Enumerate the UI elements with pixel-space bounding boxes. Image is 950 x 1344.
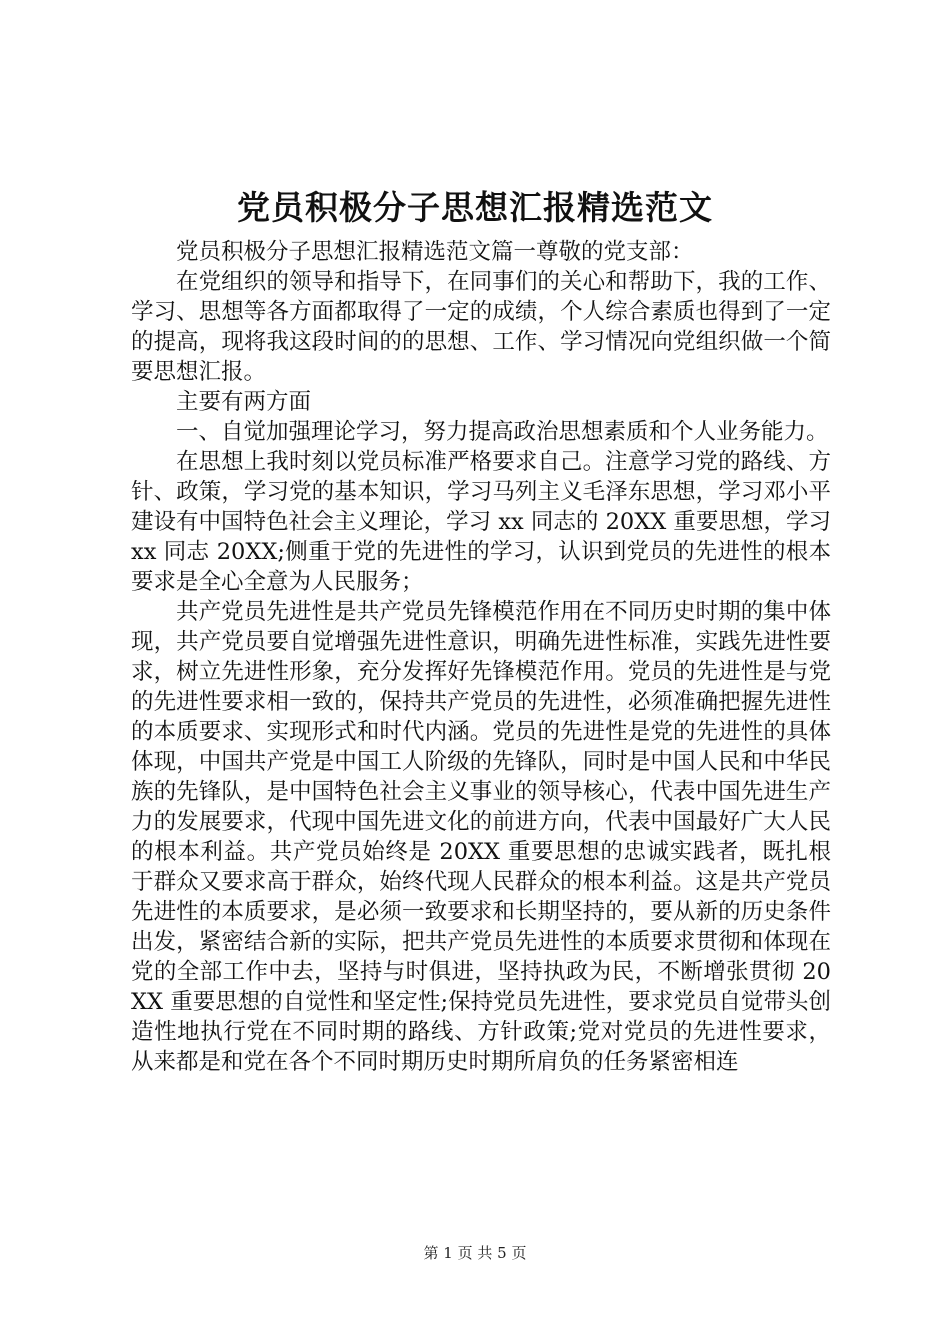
- page-footer: 第 1 页 共 5 页: [423, 1244, 527, 1262]
- document-body: [131, 237, 831, 1077]
- document-title: 党员积极分子思想汇报精选范文: [237, 188, 713, 227]
- paragraph-party-advancement: 共产党员先进性是共产党员先锋模范作用在不同历史时期的集中体现，共产党员要自觉增强先进性意识，明确先进性标准，实践先进性要求，树立先进性形象，充分发挥好先锋模范作用。党员的先进性是与党的先进性要求相一致的，保持共产党员的先进性，必须准确把握先进性的本质要求、实现形式和时代内涵。党员的先进性是党的先进性的具体体现，中国共产党是中国工人阶级的先锋队，同时是中国人民和中华民族的先锋队，是中国特色社会主义事业的领导核心，代表中国先进生产力的发展要求，代现中国先进文化的前进方向，代表中国最好广大人民的根本利益。共产党员始终是 20XX 重要思想的忠诚实践者，既扎根于群众又要求高于群众，始终代现人民群众的根本利益。这是共产党员先进性的本质要求，是必须一致要求和长期坚持的，要从新的历史条件出发，紧密结合新的实际，把共产党员先进性的本质要求贯彻和体现在党的全部工作中去，坚持与时俱进，坚持执政为民，不断增张贯彻 20XX 重要思想的自觉性和坚定性;保持党员先进性，要求党员自觉带头创造性地执行党在不同时期的路线、方针政策;党对党员的先进性要求，从来都是和党在各个不同时期历史时期所肩负的任务紧密相连: [131, 599, 831, 1075]
- paragraph-introduction: 在党组织的领导和指导下，在同事们的关心和帮助下，我的工作、学习、思想等各方面都取得了一定的成绩，个人综合素质也得到了一定的提高，现将我这段时间的的思想、工作、学习情况向党组织做一个简要思想汇报。: [131, 269, 831, 385]
- paragraph-salutation: 党员积极分子思想汇报精选范文篇一尊敬的党支部：: [176, 239, 694, 265]
- paragraph-ideology-study: 在思想上我时刻以党员标准严格要求自己。注意学习党的路线、方针、政策，学习党的基本知识，学习马列主义毛泽东思想，学习邓小平建设有中国特色社会主义理论，学习 xx 同志的 20XX 重要思想，学习 xx 同志 20XX;侧重于党的先进性的学习，认识到党员的先进性的根本要求是全心全意为人民服务；: [131, 449, 831, 595]
- paragraph-main-points: 主要有两方面: [176, 389, 312, 415]
- paragraph-section-one-heading: 一、自觉加强理论学习，努力提高政治思想素质和个人业务能力。: [176, 419, 829, 445]
